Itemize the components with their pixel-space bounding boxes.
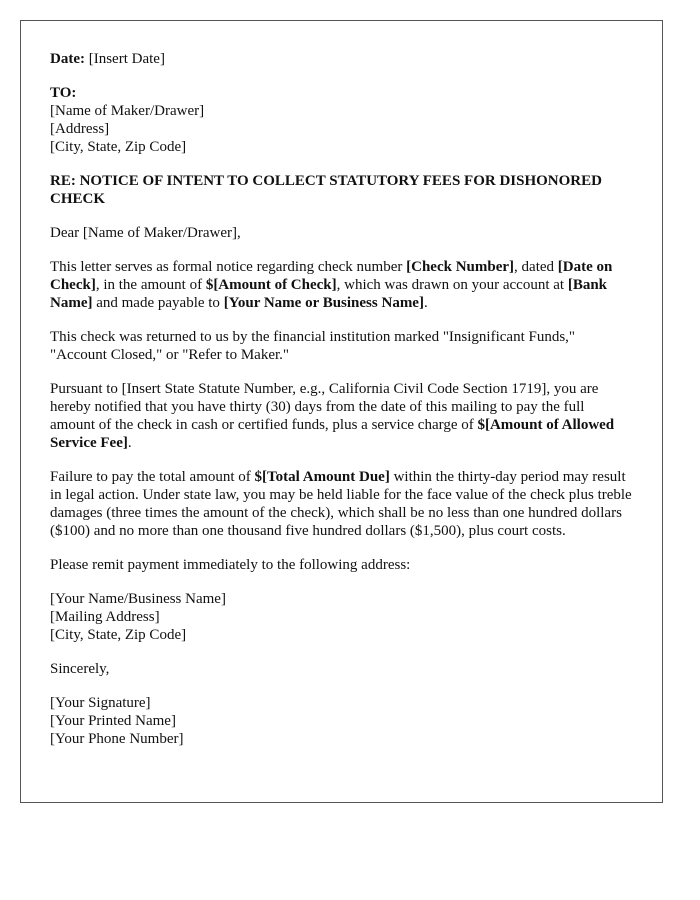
- closing: Sincerely,: [50, 661, 110, 677]
- text-segment: .: [423, 295, 428, 311]
- date-label: Date:: [50, 51, 85, 67]
- placeholder-bold: [Your Name or Business Name]: [223, 295, 424, 311]
- text-segment: , which was drawn on your account at: [336, 277, 568, 293]
- recipient-address: [Address]: [50, 121, 110, 137]
- date-line: [50, 50, 633, 68]
- text-segment: Failure to pay the total amount of: [50, 469, 255, 485]
- recipient-block: [50, 84, 633, 156]
- text-segment: Please remit payment immediately to the following address:: [50, 557, 411, 573]
- placeholder-bold: [Check Number]: [406, 259, 515, 275]
- remit-city: [City, State, Zip Code]: [50, 627, 187, 643]
- phone-number: [Your Phone Number]: [50, 731, 184, 747]
- text-segment: .: [127, 435, 132, 451]
- signature: [Your Signature]: [50, 695, 151, 711]
- subject-line: [50, 172, 633, 208]
- placeholder-bold: [Bank Name]: [50, 277, 608, 311]
- subject-text: RE: NOTICE OF INTENT TO COLLECT STATUTORY FEES FOR DISHONORED CHECK: [50, 173, 602, 207]
- remit-mailing-address: [Mailing Address]: [50, 609, 160, 625]
- placeholder-bold: $[Total Amount Due]: [254, 469, 390, 485]
- signature-block: [50, 694, 633, 748]
- recipient-city: [City, State, Zip Code]: [50, 139, 187, 155]
- body-paragraph: [50, 328, 633, 364]
- body-paragraph: [50, 556, 633, 574]
- text-segment: This check was returned to us by the financial institution marked "Insignificant Funds," "Account Closed," or "Refer to Maker.": [50, 329, 576, 363]
- letter: [20, 20, 663, 803]
- text-segment: , dated: [514, 259, 558, 275]
- date-value: [Insert Date]: [88, 51, 165, 67]
- salutation: Dear [Name of Maker/Drawer],: [50, 225, 241, 241]
- recipient-name: [Name of Maker/Drawer]: [50, 103, 205, 119]
- text-segment: and made payable to: [92, 295, 224, 311]
- body-paragraph: [50, 380, 633, 452]
- remit-address-block: [50, 590, 633, 644]
- text-segment: , in the amount of: [95, 277, 206, 293]
- placeholder-bold: [Date on Check]: [50, 259, 613, 293]
- remit-name: [Your Name/Business Name]: [50, 591, 226, 607]
- to-label: TO:: [50, 85, 77, 101]
- text-segment: Pursuant to [Insert State Statute Number, e.g., California Civil Code Section 1719], you are hereby notified that you have thirty (30) days from the date of this mailing to pay the full amount of the check in cash or certified funds, plus a service charge of: [50, 381, 599, 433]
- body-paragraphs: [50, 258, 633, 574]
- printed-name: [Your Printed Name]: [50, 713, 176, 729]
- placeholder-bold: $[Amount of Allowed Service Fee]: [50, 417, 615, 451]
- placeholder-bold: $[Amount of Check]: [205, 277, 337, 293]
- text-segment: This letter serves as formal notice regarding check number: [50, 259, 407, 275]
- body-paragraph: [50, 258, 633, 312]
- text-segment: within the thirty-day period may result in legal action. Under state law, you may be held liable for the face value of the check plus treble damages (three times the amount of the check), which shall be no less than one hundred dollars ($100) and no more than one thousand five hundred dollars ($1,500), plus court costs.: [50, 469, 632, 539]
- body-paragraph: [50, 468, 633, 540]
